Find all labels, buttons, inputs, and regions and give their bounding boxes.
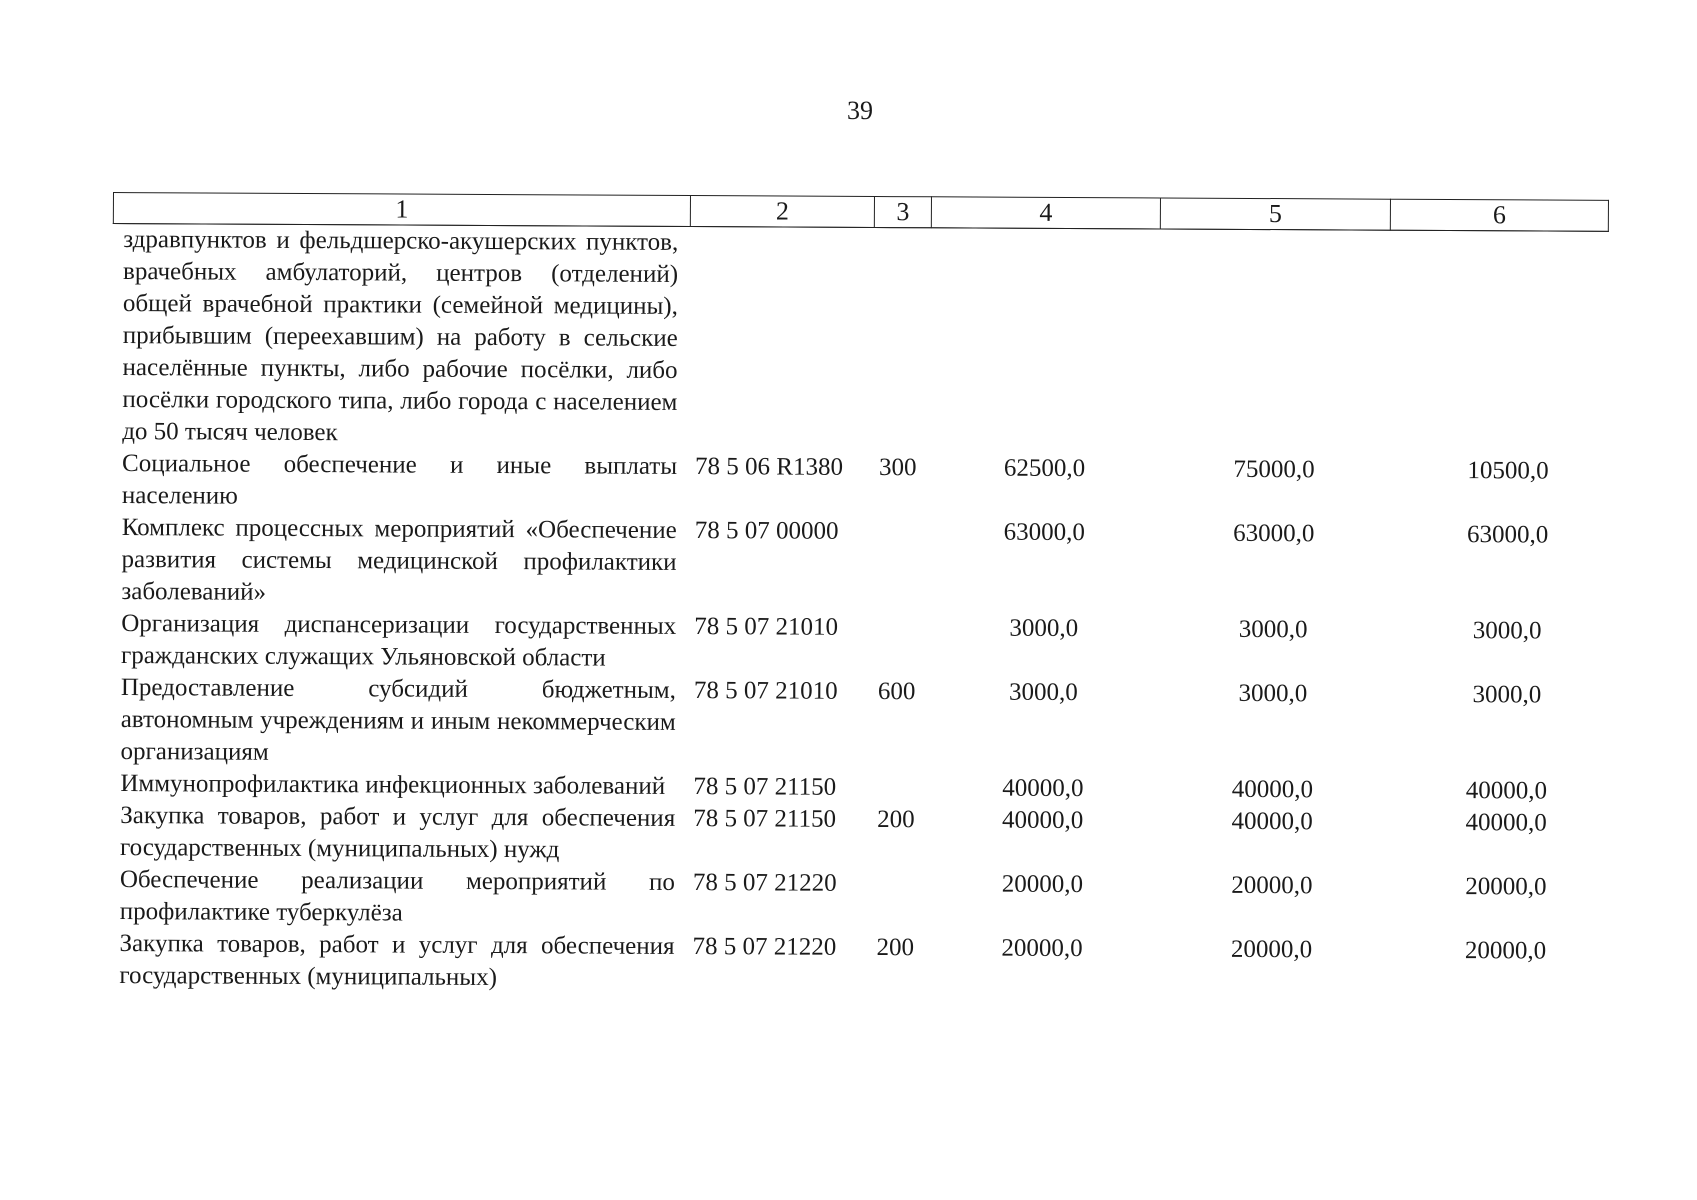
row-name-cell: Закупка товаров, работ и услуг для обеспечения государственных (муниципальных) нужд bbox=[119, 802, 676, 864]
row-name-cell: Организация диспансеризации государственных гражданских служащих Ульяновской области bbox=[121, 610, 677, 672]
row-amount-col5-cell: 75000,0 bbox=[1233, 455, 1315, 484]
row-name-cell: Комплекс процессных мероприятий «Обеспечение развития системы медицинской профилактики заболеваний» bbox=[121, 514, 677, 606]
row-code-cell: 78 5 06 R1380 bbox=[694, 453, 844, 481]
row-name-cell: Закупка товаров, работ и услуг для обеспечения государственных (муниципальных) bbox=[119, 930, 675, 992]
row-amount-col4-cell: 40000,0 bbox=[1002, 806, 1084, 835]
budget-table bbox=[109, 192, 1609, 1000]
row-code-cell: 78 5 07 21010 bbox=[693, 677, 838, 705]
row-amount-col4-cell: 3000,0 bbox=[1009, 614, 1079, 643]
row-code-cell: 78 5 07 21010 bbox=[694, 613, 839, 641]
row-name-cell: Обеспечение реализации мероприятий по профилактике туберкулёза bbox=[119, 866, 675, 927]
row-amount-col6-cell: 40000,0 bbox=[1465, 777, 1548, 805]
row-amount-col5-cell: 40000,0 bbox=[1231, 807, 1313, 836]
row-name-cell: Иммунопрофилактика инфекционных заболеваний bbox=[120, 770, 666, 800]
row-amount-col5-cell: 63000,0 bbox=[1233, 519, 1315, 548]
row-amount-col6-cell: 20000,0 bbox=[1464, 937, 1547, 965]
row-code-cell: 78 5 07 21150 bbox=[693, 805, 837, 833]
row-amount-col4-cell: 3000,0 bbox=[1008, 678, 1078, 707]
table-row bbox=[110, 672, 1605, 776]
row-amount-col6-cell: 3000,0 bbox=[1472, 681, 1542, 709]
row-code-cell: 78 5 07 21150 bbox=[693, 773, 837, 801]
row-code-cell: 78 5 07 21220 bbox=[692, 869, 837, 897]
table-row bbox=[110, 864, 1605, 936]
table-row bbox=[111, 608, 1606, 680]
column-header-6: 6 bbox=[1390, 199, 1608, 231]
row-name-cell: Предоставление субсидий бюджетным, автономным учреждениям и иным некоммерческим организациям bbox=[120, 674, 676, 766]
column-header-1: 1 bbox=[113, 193, 690, 227]
row-amount-col4-cell: 63000,0 bbox=[1003, 518, 1085, 547]
row-amount-col6-cell: 40000,0 bbox=[1465, 809, 1547, 837]
row-amount-col5-cell: 20000,0 bbox=[1230, 935, 1313, 964]
row-amount-col4-cell bbox=[930, 228, 1160, 454]
column-header-5: 5 bbox=[1160, 198, 1390, 230]
row-expense-type-cell bbox=[872, 612, 929, 676]
row-amount-col4-cell: 40000,0 bbox=[1002, 774, 1084, 803]
row-expense-type-cell bbox=[871, 868, 928, 932]
row-expense-type-cell: 600 bbox=[877, 678, 916, 706]
page-number: 39 bbox=[847, 96, 873, 125]
table-row bbox=[112, 224, 1608, 456]
row-amount-col6-cell: 3000,0 bbox=[1472, 617, 1542, 645]
column-header-2: 2 bbox=[690, 196, 874, 228]
table-row bbox=[110, 800, 1605, 872]
row-expense-type-cell bbox=[873, 227, 931, 452]
row-amount-col5-cell: 20000,0 bbox=[1231, 871, 1313, 900]
row-amount-col4-cell: 20000,0 bbox=[1001, 870, 1084, 899]
row-expense-type-cell: 300 bbox=[878, 454, 917, 482]
row-amount-col5-cell: 3000,0 bbox=[1238, 679, 1308, 708]
row-amount-col6-cell: 10500,0 bbox=[1467, 457, 1549, 485]
budget-table-container bbox=[109, 192, 1608, 1000]
table-row bbox=[111, 512, 1606, 616]
row-expense-type-cell bbox=[872, 516, 930, 612]
row-amount-col5-cell bbox=[1159, 229, 1390, 455]
row-code-cell: 78 5 07 21220 bbox=[692, 933, 837, 961]
row-expense-type-cell: 200 bbox=[876, 934, 915, 962]
row-name-cell: Социальное обеспечение и иные выплаты населению bbox=[121, 450, 678, 510]
row-amount-col4-cell: 62500,0 bbox=[1003, 454, 1086, 483]
table-row bbox=[109, 928, 1604, 1000]
table-row bbox=[112, 448, 1607, 520]
row-amount-col4-cell: 20000,0 bbox=[1001, 934, 1083, 963]
row-expense-type-cell bbox=[871, 772, 928, 804]
column-header-4: 4 bbox=[931, 197, 1160, 229]
row-name-cell: здравпунктов и фельдшерско-акушерских пунктов, врачебных амбулаторий, центров (отделений) общей врачебной практики (семейной медицины), прибывшим (переехавшим) на работу в сельские населённые пункты, либо рабочие посёлки, либо посёлки городского типа, либо города с населением до 50 тысяч человек bbox=[122, 226, 679, 447]
row-amount-col5-cell: 40000,0 bbox=[1231, 775, 1314, 804]
row-expense-type-cell: 200 bbox=[877, 806, 915, 834]
row-code-cell bbox=[689, 227, 874, 452]
row-code-cell: 78 5 07 00000 bbox=[694, 517, 839, 545]
budget-table-body bbox=[109, 224, 1608, 1000]
row-amount-col6-cell: 63000,0 bbox=[1467, 521, 1549, 549]
row-amount-col6-cell: 20000,0 bbox=[1465, 873, 1547, 901]
row-amount-col6-cell bbox=[1389, 230, 1608, 456]
column-header-3: 3 bbox=[874, 196, 931, 227]
row-amount-col5-cell: 3000,0 bbox=[1238, 615, 1308, 644]
